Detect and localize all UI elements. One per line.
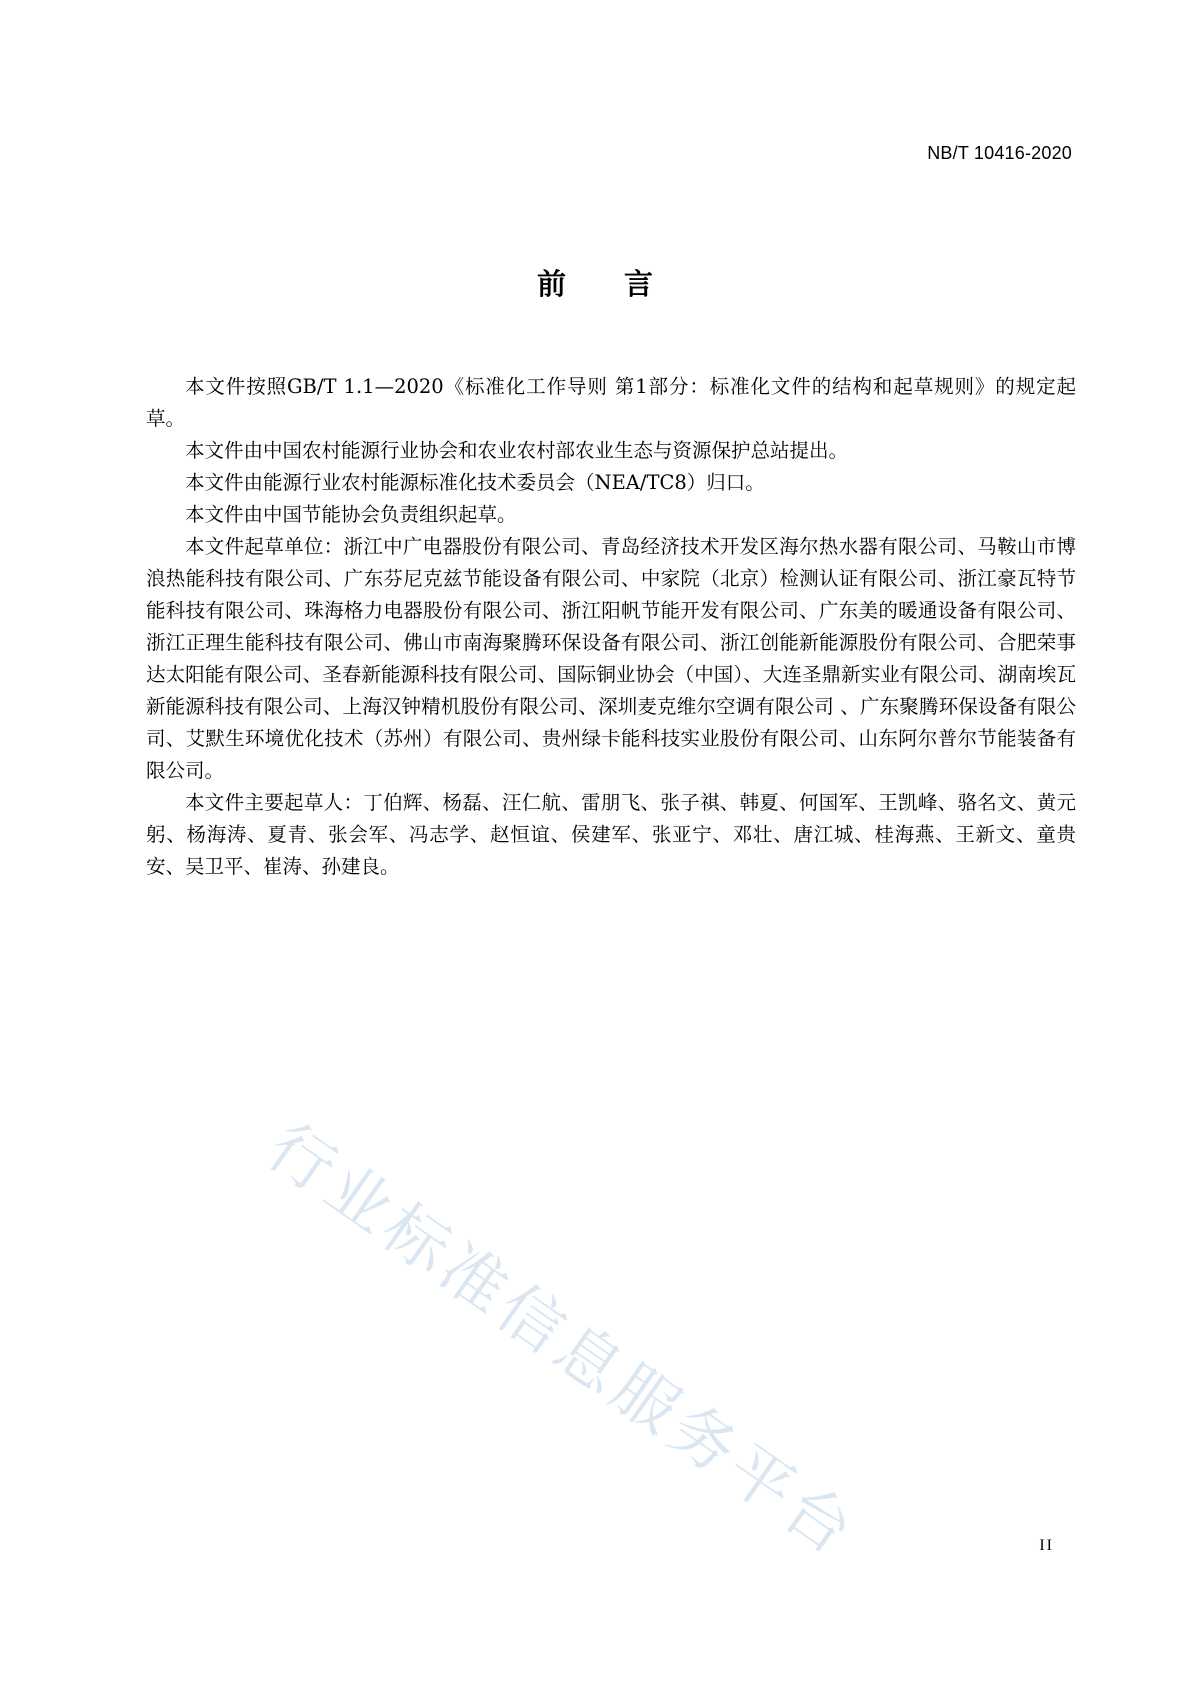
paragraph-drafting-units: 本文件起草单位：浙江中广电器股份有限公司、青岛经济技术开发区海尔热水器有限公司、马鞍山市博浪热能科技有限公司、广东芬尼克兹节能设备有限公司、中家院（北京）检测认证有限公司、浙江豪瓦特节能科技有限公司、珠海格力电器股份有限公司、浙江阳帆节能开发有限公司、广东美的暖通设备有限公司、浙江正理生能科技有限公司、佛山市南海聚腾环保设备有限公司、浙江创能新能源股份有限公司、合肥荣事达太阳能有限公司、圣春新能源科技有限公司、国际铜业协会（中国）、大连圣鼎新实业有限公司、湖南埃瓦新能源科技有限公司、上海汉钟精机股份有限公司、深圳麦克维尔空调有限公司 、广东聚腾环保设备有限公司、艾默生环境优化技术（苏州）有限公司、贵州绿卡能科技实业股份有限公司、山东阿尔普尔节能装备有限公司。: [146, 535, 1076, 782]
document-code: NB/T 10416-2020: [927, 143, 1072, 163]
paragraph-drafters: 本文件主要起草人：丁伯辉、杨磊、汪仁航、雷朋飞、张子祺、韩夏、何国军、王凯峰、骆名文、黄元躬、杨海涛、夏青、张会军、冯志学、赵恒谊、侯建军、张亚宁、邓壮、唐江城、桂海燕、王新文、童贵安、吴卫平、崔涛、孙建良。: [146, 791, 1076, 878]
watermark: 行业标准信息服务平台: [253, 1110, 870, 1573]
page-number: II: [1039, 1537, 1054, 1554]
paragraph-committee: 本文件由能源行业农村能源标准化技术委员会（NEA/TC8）归口。: [185, 471, 765, 494]
paragraph-drafting-rules: 本文件按照GB/T 1.1—2020《标准化工作导则 第1部分：标准化文件的结构和起草规则》的规定起草。: [146, 375, 1076, 430]
foreword-body: [146, 371, 1076, 883]
page-title: 前言: [536, 267, 711, 301]
paragraph-organizer: 本文件由中国节能协会负责组织起草。: [185, 503, 517, 526]
paragraph-proposer: 本文件由中国农村能源行业协会和农业农村部农业生态与资源保护总站提出。: [185, 439, 849, 462]
